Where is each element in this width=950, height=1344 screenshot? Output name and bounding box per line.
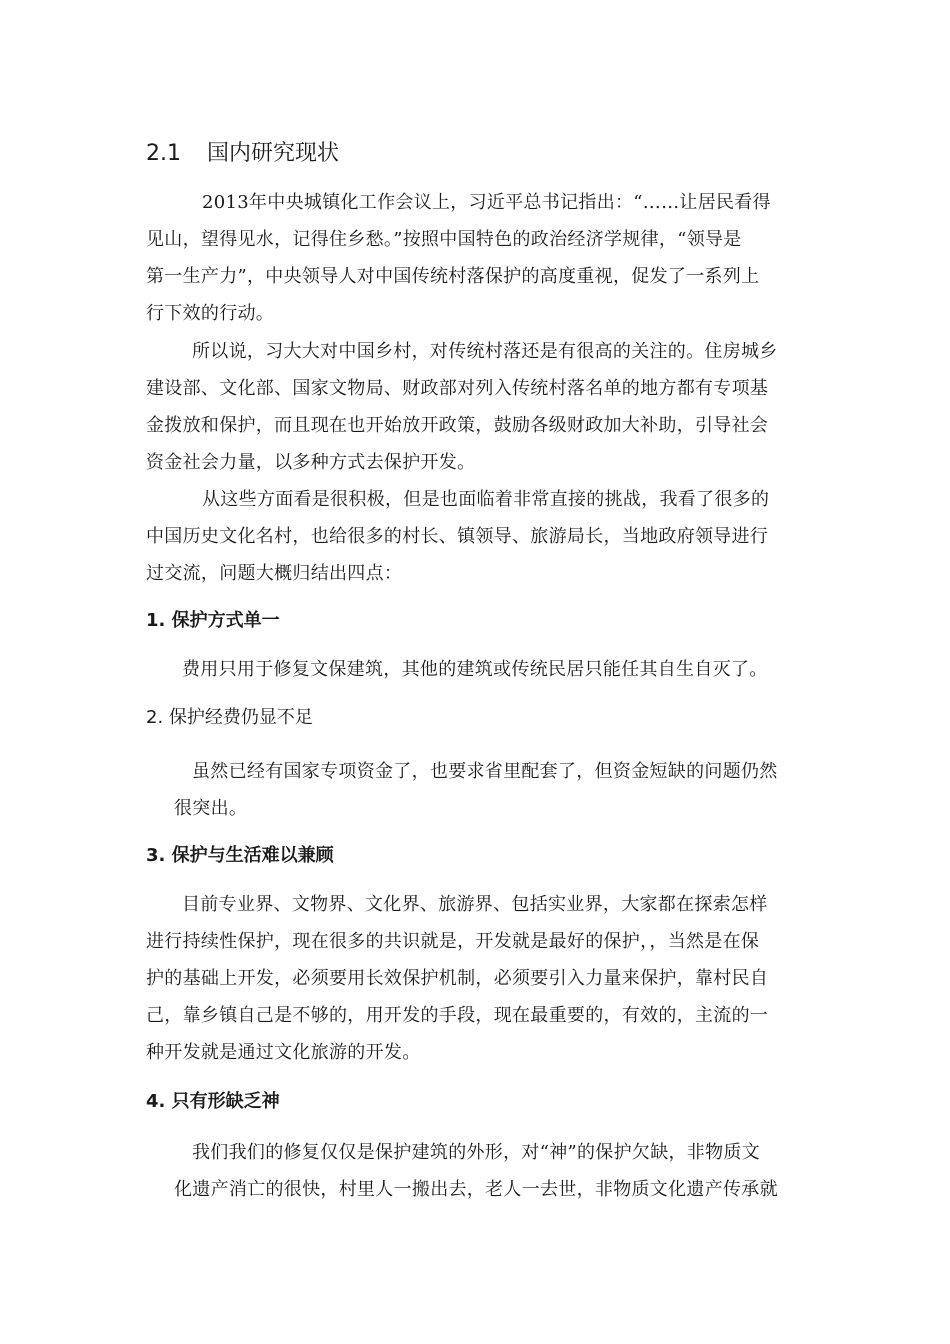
paragraph-line: 中国历史文化名村，也给很多的村长、镇领导、旅游局长，当地政府领导进行 xyxy=(146,526,769,547)
paragraph-line: 我们我们的修复仅仅是保护建筑的外形，对“神”的保护欠缺，非物质文 xyxy=(192,1142,761,1163)
paragraph-line: 过交流，问题大概归结出四点： xyxy=(146,563,403,584)
paragraph-line: 从这些方面看是很积极，但是也面临着非常直接的挑战，我看了很多的 xyxy=(202,489,770,510)
paragraph-1 xyxy=(146,184,771,332)
subheading-3: 3. 保护与生活难以兼顾 xyxy=(146,845,334,866)
paragraph-line: 进行持续性保护，现在很多的共识就是，开发就是最好的保护，，当然是在保 xyxy=(146,931,760,952)
section-number: 2.1 xyxy=(146,141,181,166)
paragraph-line: 己，靠乡镇自己是不够的，用开发的手段，现在最重要的，有效的，主流的一 xyxy=(146,1005,769,1026)
subheading-1-text xyxy=(146,651,768,688)
paragraph-line: 第一生产力”，中央领导人对中国传统村落保护的高度重视，促发了一系列上 xyxy=(146,266,760,287)
paragraph-line: 金拨放和保护，而且现在也开始放开政策，鼓励各级财政加大补助，引导社会 xyxy=(146,415,769,436)
paragraph-line: 护的基础上开发，必须要用长效保护机制，必须要引入力量来保护，靠村民自 xyxy=(146,968,769,989)
paragraph-line: 资金社会力量，以多种方式去保护开发。 xyxy=(146,452,476,473)
paragraph-line: 目前专业界、文物界、文化界、旅游界、包括实业界，大家都在探索怎样 xyxy=(182,894,768,915)
subheading-1: 1. 保护方式单一 xyxy=(146,610,280,631)
paragraph-3 xyxy=(146,481,769,592)
paragraph-line: 行下效的行动。 xyxy=(146,303,275,324)
subheading-3-text xyxy=(146,886,768,1071)
subheading-4-text xyxy=(174,1134,778,1208)
section-title: 国内研究现状 xyxy=(207,141,340,166)
subheading-4: 4. 只有形缺乏神 xyxy=(146,1091,280,1112)
section-heading xyxy=(146,136,339,167)
paragraph-line: 种开发就是通过文化旅游的开发。 xyxy=(146,1042,421,1063)
paragraph-line: 见山，望得见水，记得住乡愁。”按照中国特色的政治经济学规律，“领导是 xyxy=(146,229,742,250)
paragraph-line: 很突出。 xyxy=(174,798,248,819)
subheading-2: 2. 保护经费仍显不足 xyxy=(146,707,313,728)
paragraph-line: 化遗产消亡的很快，村里人一搬出去，老人一去世，非物质文化遗产传承就 xyxy=(174,1179,778,1200)
paragraph-line: 建设部、文化部、国家文物局、财政部对列入传统村落名单的地方都有专项基 xyxy=(146,378,769,399)
subheading-2-text xyxy=(174,753,778,827)
paragraph-line: 2013年中央城镇化工作会议上，习近平总书记指出：“……让居民看得 xyxy=(202,192,771,213)
paragraph-line: 虽然已经有国家专项资金了，也要求省里配套了，但资金短缺的问题仍然 xyxy=(192,761,778,782)
paragraph-line: 费用只用于修复文保建筑，其他的建筑或传统民居只能任其自生自灭了。 xyxy=(182,659,768,680)
paragraph-line: 所以说，习大大对中国乡村，对传统村落还是有很高的关注的。住房城乡 xyxy=(192,341,778,362)
paragraph-2 xyxy=(146,333,778,481)
